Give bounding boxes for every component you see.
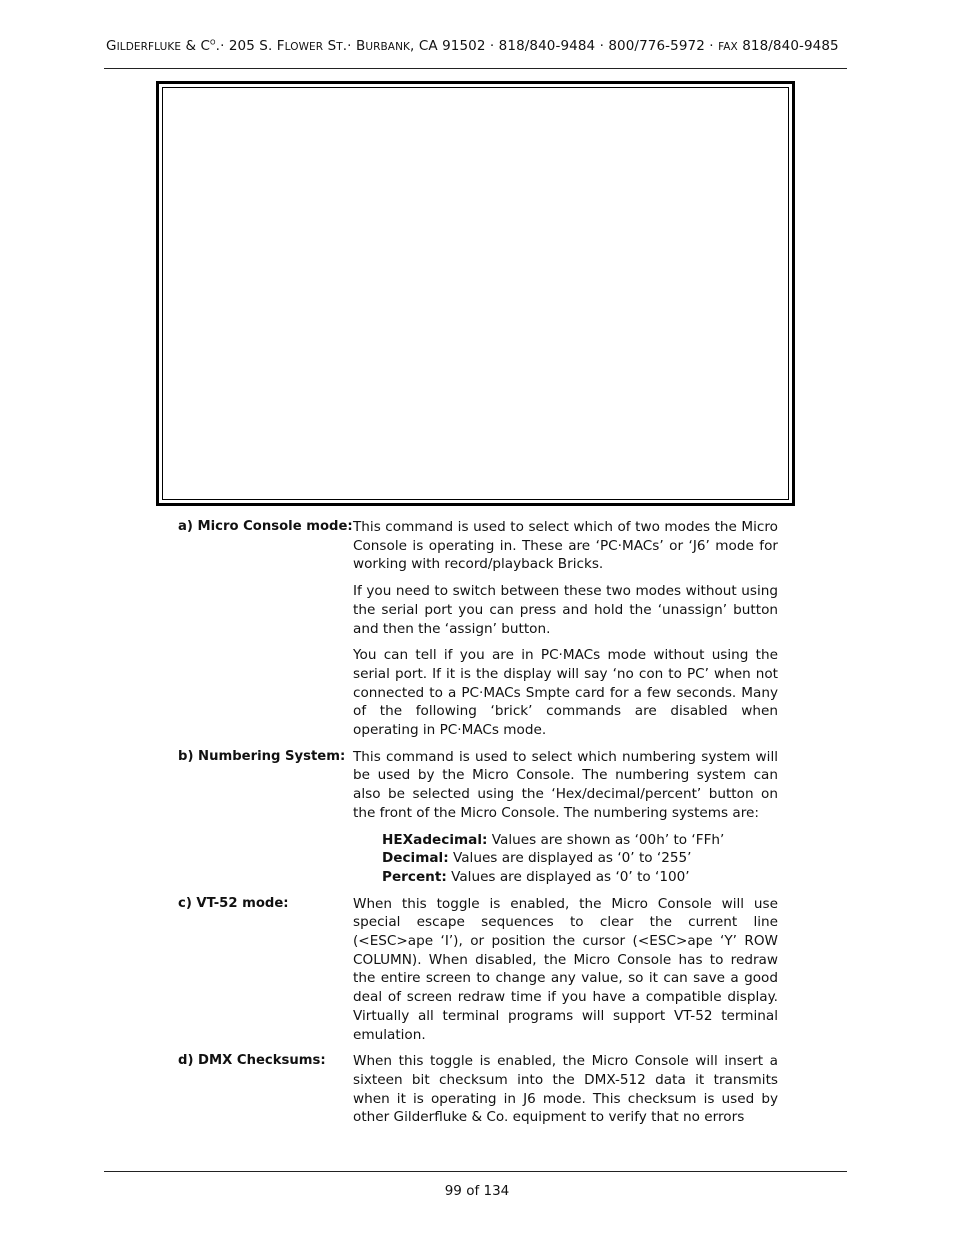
screenshot-frame: [156, 81, 795, 506]
paragraph: You can tell if you are in PC·MACs mode without using the serial port. If it is the display will say ‘no con to PC’ when not connected to a PC·MACs Smpte card for a few seconds. Many of the following ‘brick’ commands are disabled when operating in PC·MACs mode.: [353, 647, 778, 739]
list-item: HEXadecimal: Values are shown as ‘00h’ to ‘FFh’: [382, 831, 725, 848]
definition-description: [353, 748, 778, 887]
definition-term: d) DMX Checksums:: [178, 1053, 326, 1069]
list-item: Percent: Values are displayed as ‘0’ to ‘100’: [382, 868, 690, 885]
paragraph: This command is used to select which of two modes the Micro Console is operating in. These are ‘PC·MACs’ or ‘J6’ mode for working with record/playback Bricks.: [353, 519, 778, 573]
page-number: 99 of 134: [444, 1183, 510, 1199]
definition-list: [178, 518, 778, 1135]
numbering-system-list: [382, 831, 778, 887]
definition-term: c) VT-52 mode:: [178, 895, 289, 911]
footer-rule: [104, 1171, 847, 1172]
definition-term: b) Numbering System:: [178, 748, 346, 764]
screenshot-frame-inner: [162, 87, 789, 500]
paragraph: When this toggle is enabled, the Micro Console will insert a sixteen bit checksum into the DMX-512 data it transmits when it is operating in J6 mode. This checksum is used by other Gilderfluke & Co. equipment to verify that no errors: [353, 1053, 778, 1126]
definition-description: [353, 518, 778, 740]
definition-description: [353, 1052, 778, 1127]
definition-term: a) Micro Console mode:: [178, 519, 353, 534]
paragraph: When this toggle is enabled, the Micro Console will use special escape sequences to clear the current line (<ESC>ape ‘I’), or position the cursor (<ESC>ape ‘Y’ ROW COLUMN). When disabled, the Micro Console has to redraw the entire screen to change any value, so it can save a good deal of screen redraw time if you have a compatible display. Virtually all terminal programs will support VT-52 terminal emulation.: [353, 895, 778, 1043]
definition-item: [178, 518, 778, 740]
list-item: Decimal: Values are displayed as ‘0’ to ‘255’: [382, 850, 692, 867]
header-rule: [104, 68, 847, 69]
paragraph: This command is used to select which numbering system will be used by the Micro Console. The numbering system can also be selected using the ‘Hex/decimal/percent’ button on the front of the Micro Console. The numbering systems are:: [353, 748, 778, 821]
paragraph: If you need to switch between these two modes without using the serial port you can press and hold the ‘unassign’ button and then the ‘assign’ button.: [353, 583, 778, 637]
definition-item: [178, 1052, 778, 1127]
definition-description: [353, 895, 778, 1045]
definition-item: [178, 895, 778, 1045]
definition-item: [178, 748, 778, 887]
page-header: GILDERFLUKE & $C^O.\cdot 205$ S. FLOWER ST.· BURBANK, CA 91502 · 818/840-9484 · 800/776-5972 · FAX 818/840-9485: [106, 38, 839, 54]
